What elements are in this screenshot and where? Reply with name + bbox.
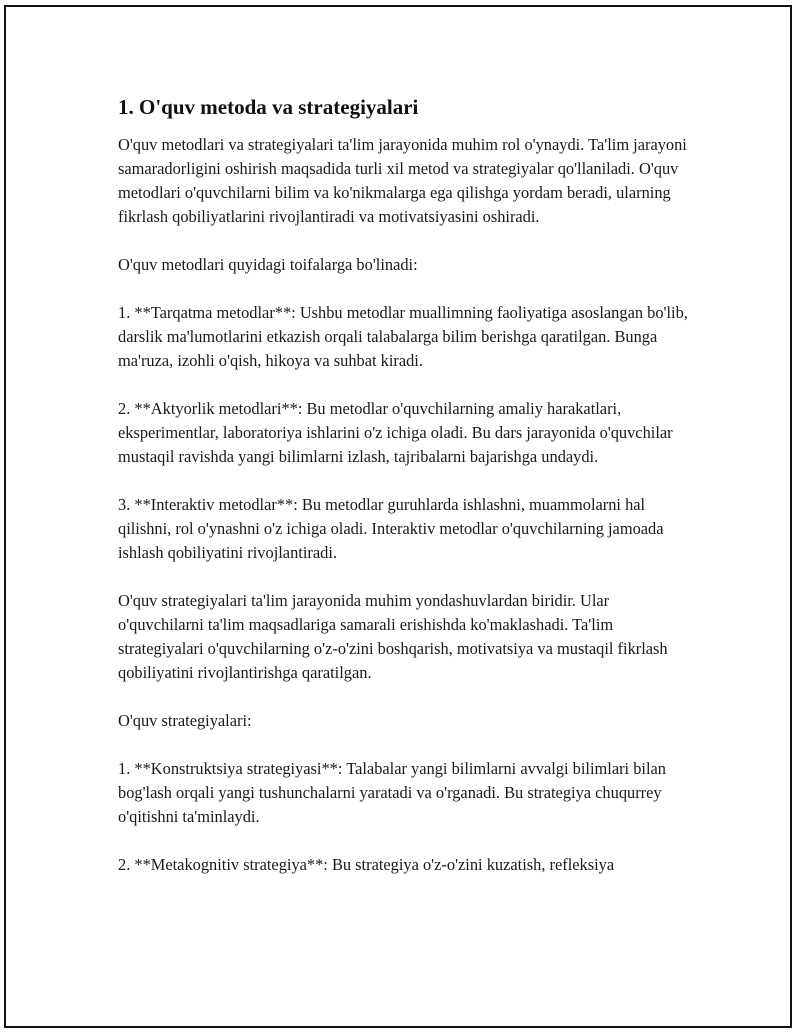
document-body	[118, 94, 698, 901]
intro-paragraph: O'quv metodlari va strategiyalari ta'lim jarayonida muhim rol o'ynaydi. Ta'lim jarayoni samaradorligini oshirish maqsadida turli xil metod va strategiyalar qo'llaniladi. O'quv metodlari o'quvchilarni bilim va ko'nikmalarga ega qilishga yordam beradi, ularning fikrlash qobiliyatlarini rivojlantiradi va motivatsiyasini oshiradi.	[118, 135, 687, 226]
methods-lead-in: O'quv metodlari quyidagi toifalarga bo'linadi:	[118, 255, 418, 274]
strategies-paragraph: O'quv strategiyalari ta'lim jarayonida muhim yondashuvlardan biridir. Ular o'quvchilarni ta'lim maqsadlariga samarali erishishda ko'maklashadi. Ta'lim strategiyalari o'quvchilarning o'z-o'zini boshqarish, motivatsiya va mustaqil fikrlash qobiliyatini rivojlantirishga qaratilgan.	[118, 591, 668, 682]
method-item-2: 2. **Aktyorlik metodlari**: Bu metodlar o'quvchilarning amaliy harakatlari, eksperimentlar, laboratoriya ishlarini o'z ichiga oladi. Bu dars jarayonida o'quvchilar mustaqil ravishda yangi bilimlarni izlash, tajribalarni bajarishga undaydi.	[118, 399, 673, 466]
strategy-item-2: 2. **Metakognitiv strategiya**: Bu strategiya o'z-o'zini kuzatish, refleksiya	[118, 855, 615, 874]
strategy-item-1: 1. **Konstruktsiya strategiyasi**: Talabalar yangi bilimlarni avvalgi bilimlari bilan bog'lash orqali yangi tushunchalarni yaratadi va o'rganadi. Bu strategiya chuqurrey o'qitishni ta'minlaydi.	[118, 759, 666, 826]
strategies-lead-in: O'quv strategiyalari:	[118, 711, 252, 730]
method-item-3: 3. **Interaktiv metodlar**: Bu metodlar guruhlarda ishlashni, muammolarni hal qilishni, rol o'ynashni o'z ichiga oladi. Interaktiv metodlar o'quvchilarning jamoada ishlash qobiliyatini rivojlantiradi.	[118, 495, 664, 562]
section-heading: 1. O'quv metoda va strategiyalari	[118, 95, 419, 119]
method-item-1: 1. **Tarqatma metodlar**: Ushbu metodlar muallimning faoliyatiga asoslangan bo'lib, darslik ma'lumotlarini etkazish orqali talabalarga bilim berishga qaratilgan. Bunga ma'ruza, izohli o'qish, hikoya va suhbat kiradi.	[118, 303, 688, 370]
